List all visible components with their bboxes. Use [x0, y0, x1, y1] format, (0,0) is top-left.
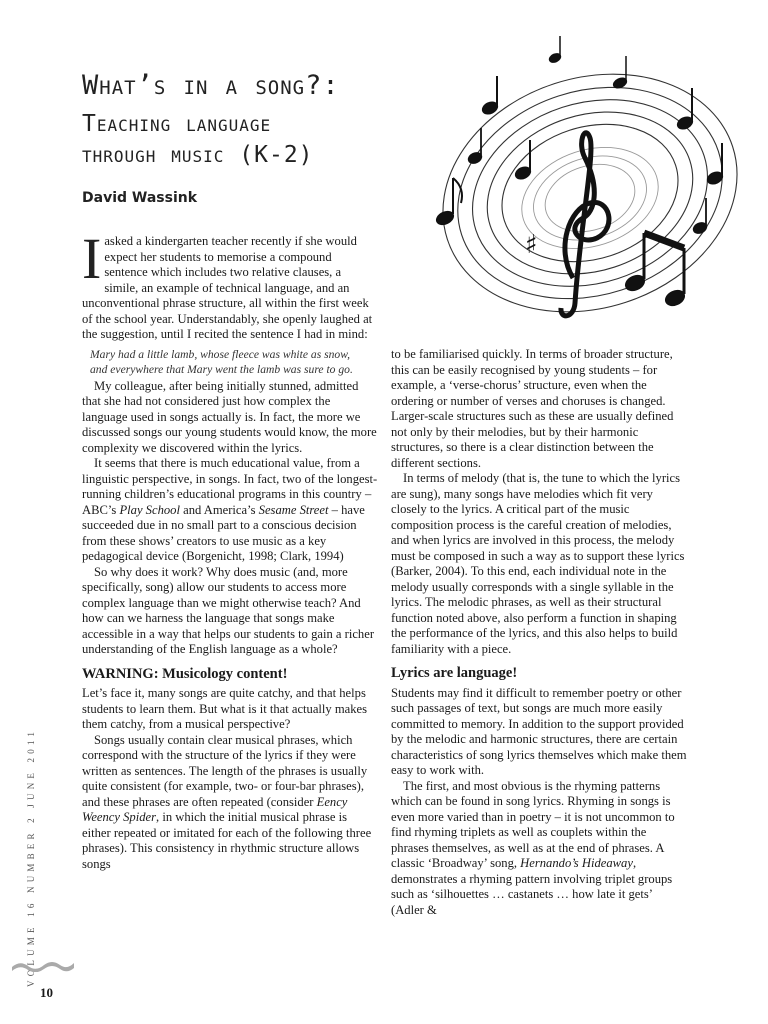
paragraph: to be familiarised quickly. In terms of broader structure, this can be easily recognised by young students – for example, a ‘verse-chorus’ structure, even when the ordering or number of verses and choruses is changed. Larger-scale structures such as these are usually defined not only by their melodies, but by their harmonic structures, so there is a clear distinction between the different sections.	[391, 347, 674, 470]
paragraph: Let’s face it, many songs are quite catchy, and that helps students to learn them. But what is it that actually makes them catchy, from a musical perspective?	[82, 686, 368, 731]
paragraph	[391, 779, 687, 919]
music-notes-illustration	[385, 28, 755, 343]
song-title: Eency Weency Spider	[82, 794, 348, 824]
drop-cap: I	[82, 226, 102, 291]
program-title: Sesame Street	[258, 502, 329, 517]
paragraph-text: Songs usually contain clear musical phrases, which correspond with the structure of the lyrics if they were written as sentences. The length of the phrases is usually quite consistent (for example, two- or four-bar phrases), and these phrases are often repeated (consider	[82, 732, 368, 809]
author-name: David Wassink	[82, 190, 198, 206]
title-line-2: Teaching language	[82, 111, 272, 137]
paragraph-text: It seems that there is much educational value, from a linguistic perspective, in songs. In fact, two of the longest-running children’s educational programs in this country – ABC’s	[82, 456, 378, 517]
svg-text:♯: ♯	[525, 230, 538, 260]
song-title: Hernando’s Hideaway	[520, 856, 633, 870]
paragraph	[82, 733, 378, 873]
paragraph: Students may find it difficult to remember poetry or other such passages of text, but songs are much more easily committed to memory. In addition to the support provided by the melodic and harmonic structures, there are certain characteristics of song lyrics themselves which make them easy to work with.	[391, 685, 687, 777]
paragraph: In terms of melody (that is, the tune to which the lyrics are sung), many songs have melodies which fit very closely to the lyrics. A critical part of the music composition process is the careful creation of melodies, and when lyrics are involved in this process, the melody must be composed in such a way as to support these lyrics (Barker, 2004). To this end, each individual note in the melody usually corresponds with a single syllable in the lyrics. The melodic phrases, as well as their structural function noted above, also perform a function in shaping the performance of the lyrics, and this also helps to build familiarity with a piece.	[391, 471, 685, 656]
wave-ornament	[12, 958, 74, 972]
section-heading: WARNING: Musicology content!	[82, 665, 288, 682]
volume-sidebar-label: VOLUME 16 NUMBER 2 JUNE 2011	[26, 727, 36, 987]
verse-line: Mary had a little lamb, whose fleece was white as snow,	[90, 347, 350, 361]
paragraph: So why does it work? Why does music (and, more specifically, song) allow our students to access more complex language than we might otherwise teach? And how can we harness the language that songs make accessible in a way that helps our students to gain a richer understanding of the English language as a whole?	[82, 564, 375, 656]
paragraph-text: The first, and most obvious is the rhyming patterns which can be found in song lyrics. Rhyming in songs is even more varied than in poetry – it is not uncommon to find rhyming triplets as well as couplets within the phrases themselves, as well as at the end of phrases. A classic ‘Broadway’ song,	[391, 778, 675, 870]
title-line-3: through music (K-2)	[82, 142, 314, 168]
paragraph-text: – have succeeded due in no small part to a conscious decision from these shows’ creators to use music as a key pedagogical device (Borgenicht, 1998; Clark, 1994)	[82, 502, 365, 563]
title-line-1: What’s in a song?:	[82, 70, 340, 101]
program-title: Play School	[119, 502, 180, 517]
verse-quote	[82, 347, 378, 377]
column-left	[82, 226, 378, 872]
paragraph: My colleague, after being initially stunned, admitted that she had not considered just how complex the language used in songs actually is. In fact, the more we discussed songs our young students would know, the more complexity we discovered within the lyrics.	[82, 378, 377, 455]
paragraph-text: asked a kindergarten teacher recently if she would expect her students to memorise a compound sentence which includes two relative clauses, a simile, an example of technical language, and an unconventional phrase structure, all within the first week of the school year. Understandably, she openly laughed at the suggestion, until I recited the sentence I had in mind:	[82, 234, 373, 341]
page-number: 10	[40, 985, 53, 1000]
paragraph	[82, 456, 378, 565]
paragraph-text: , demonstrates a rhyming pattern involving triplet groups such as ‘silhouettes … castanets … how late it gets’ (Adler &	[391, 856, 673, 917]
section-heading: Lyrics are language!	[391, 665, 518, 681]
paragraph	[82, 226, 378, 343]
verse-line: and everywhere that Mary went the lamb was sure to go.	[90, 362, 353, 376]
paragraph-text: , in which the initial musical phrase is either repeated or imitated for each of the following three phrases). This consistency in rhythmic structure allows songs	[82, 810, 372, 871]
paragraph-text: and America’s	[179, 502, 259, 517]
column-right	[391, 347, 687, 918]
